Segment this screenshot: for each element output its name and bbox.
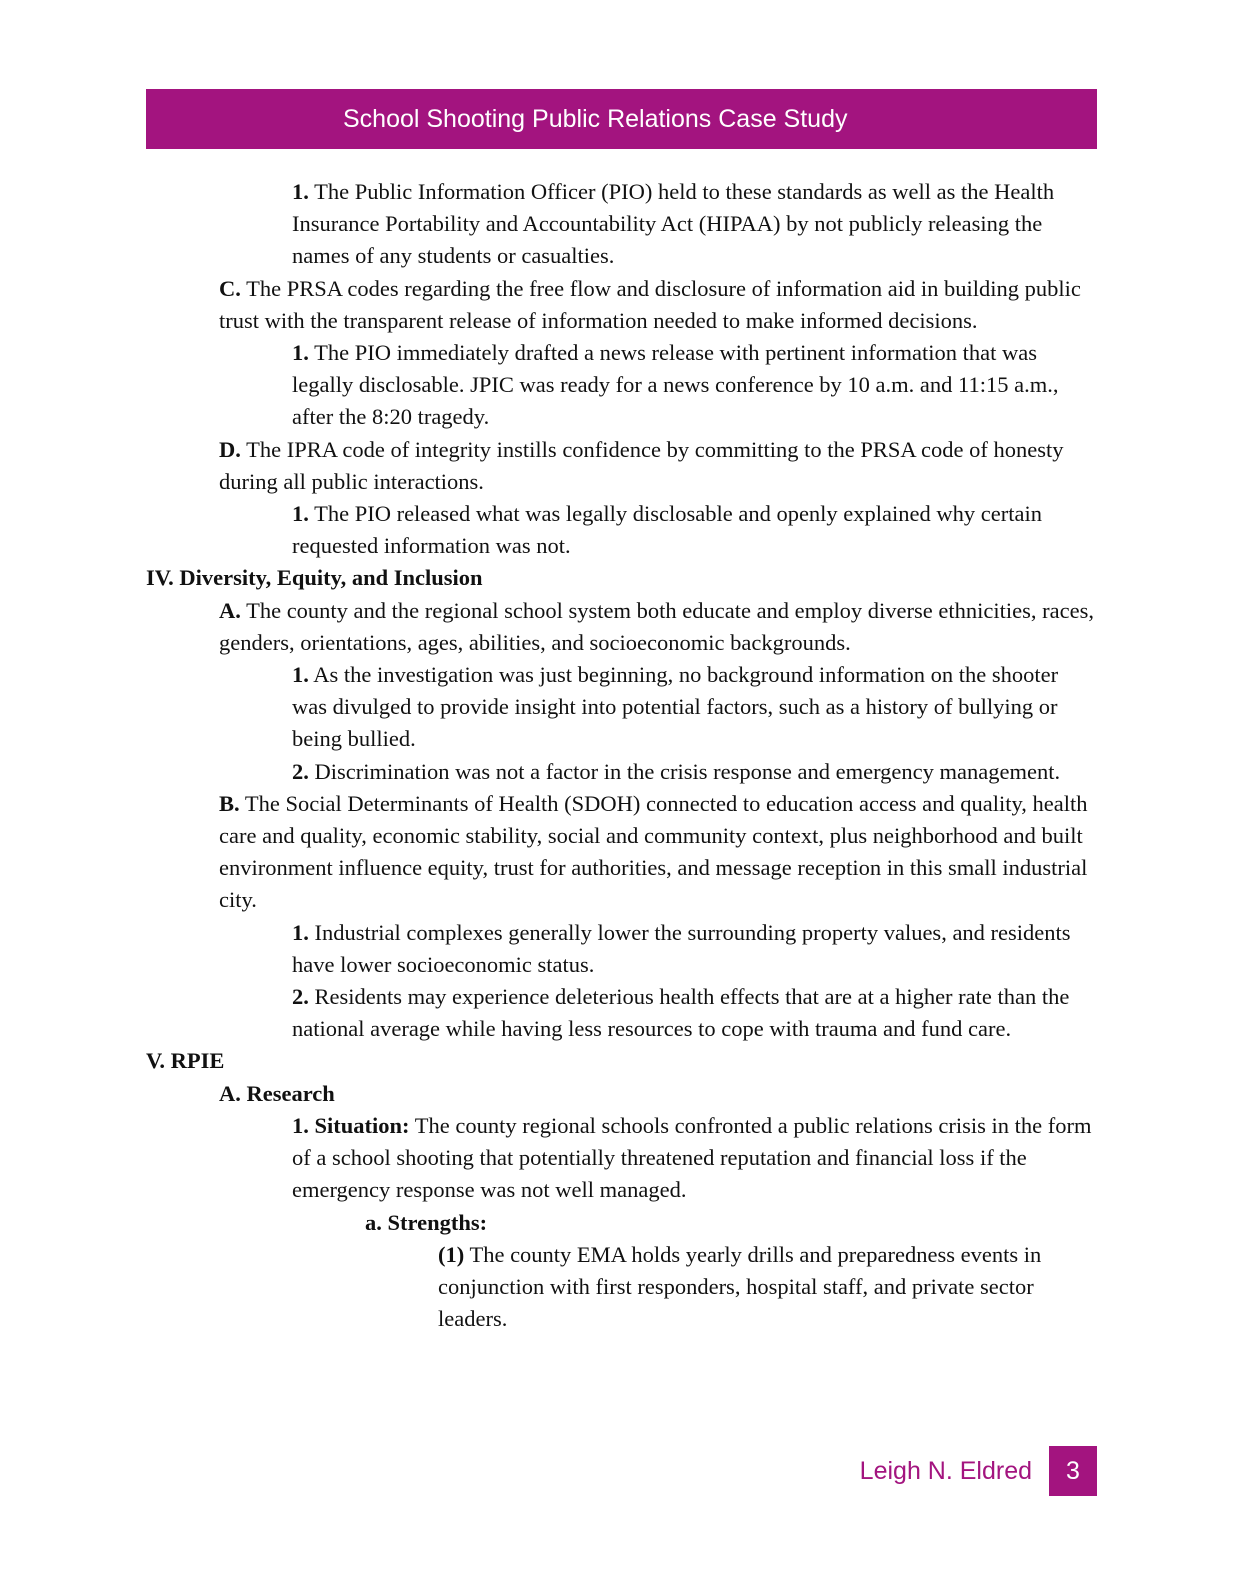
item-text: The county and the regional school system both educate and employ diverse ethnicities, races, genders, orientations, ages, abilities, and socioeconomic backgrounds. bbox=[219, 597, 1094, 655]
item-label: 1. bbox=[292, 919, 309, 945]
list-item bbox=[146, 434, 1097, 498]
list-item bbox=[146, 595, 1097, 659]
list-item bbox=[146, 659, 1097, 756]
list-item bbox=[146, 756, 1097, 788]
item-label: 1. Situation: bbox=[292, 1112, 410, 1138]
list-item bbox=[146, 498, 1097, 562]
item-text: Residents may experience deleterious health effects that are at a higher rate than the national average while having less resources to cope with trauma and fund care. bbox=[292, 984, 1070, 1042]
item-text: Discrimination was not a factor in the crisis response and emergency management. bbox=[314, 758, 1061, 784]
section-heading bbox=[146, 1045, 1097, 1077]
header-bar bbox=[146, 89, 1097, 149]
heading-label: A. Research bbox=[219, 1080, 335, 1106]
item-text: The PIO released what was legally disclosable and openly explained why certain requested information was not. bbox=[292, 501, 1042, 559]
item-text: The IPRA code of integrity instills confidence by committing to the PRSA code of honesty during all public interactions. bbox=[219, 436, 1064, 494]
item-text: The Public Information Officer (PIO) held to these standards as well as the Health Insurance Portability and Accountability Act (HIPAA) by not publicly releasing the names of any students or casualties. bbox=[292, 179, 1055, 269]
header-title: School Shooting Public Relations Case Study bbox=[343, 105, 848, 133]
list-item bbox=[146, 788, 1097, 917]
item-label: A. bbox=[219, 597, 241, 623]
list-item bbox=[146, 981, 1097, 1045]
list-item bbox=[146, 273, 1097, 337]
item-text: The Social Determinants of Health (SDOH) connected to education access and quality, health care and quality, economic stability, social and community context, plus neighborhood and built environment influence equity, trust for authorities, and message reception in this small industrial city. bbox=[219, 790, 1088, 913]
item-label: C. bbox=[219, 275, 241, 301]
list-item bbox=[146, 1110, 1097, 1207]
list-item bbox=[146, 917, 1097, 981]
document-body bbox=[146, 176, 1097, 1335]
heading-label: IV. Diversity, Equity, and Inclusion bbox=[146, 565, 483, 591]
item-label: 1. bbox=[292, 662, 309, 688]
heading-label: a. Strengths: bbox=[365, 1209, 488, 1235]
list-item bbox=[146, 1239, 1097, 1336]
item-label: 2. bbox=[292, 984, 309, 1010]
item-label: B. bbox=[219, 790, 240, 816]
list-item bbox=[146, 176, 1097, 273]
item-text: Industrial complexes generally lower the surrounding property values, and residents have lower socioeconomic status. bbox=[292, 919, 1071, 977]
item-label: 1. bbox=[292, 340, 309, 366]
subsection-heading bbox=[146, 1207, 1097, 1239]
item-label: 1. bbox=[292, 501, 309, 527]
item-label: (1) bbox=[438, 1241, 465, 1267]
item-label: D. bbox=[219, 436, 241, 462]
item-text: The PRSA codes regarding the free flow and disclosure of information aid in building public trust with the transparent release of information needed to make informed decisions. bbox=[219, 275, 1081, 333]
heading-label: V. RPIE bbox=[146, 1048, 225, 1074]
item-label: 1. bbox=[292, 179, 309, 204]
item-text: The PIO immediately drafted a news release with pertinent information that was legally disclosable. JPIC was ready for a news conference by 10 a.m. and 11:15 a.m., after the 8:20 tragedy. bbox=[292, 340, 1059, 430]
item-text: As the investigation was just beginning, no background information on the shooter was divulged to provide insight into potential factors, such as a history of bullying or being bullied. bbox=[292, 662, 1059, 752]
item-label: 2. bbox=[292, 758, 309, 784]
subsection-heading bbox=[146, 1078, 1097, 1110]
list-item bbox=[146, 337, 1097, 434]
page-number: 3 bbox=[1049, 1446, 1097, 1496]
item-text: The county EMA holds yearly drills and preparedness events in conjunction with first responders, hospital staff, and private sector leaders. bbox=[438, 1241, 1042, 1332]
section-heading bbox=[146, 562, 1097, 594]
footer-author: Leigh N. Eldred bbox=[859, 1457, 1032, 1485]
item-text: The county regional schools confronted a public relations crisis in the form of a school shooting that potentially threatened reputation and financial loss if the emergency response was not well managed. bbox=[292, 1112, 1092, 1203]
